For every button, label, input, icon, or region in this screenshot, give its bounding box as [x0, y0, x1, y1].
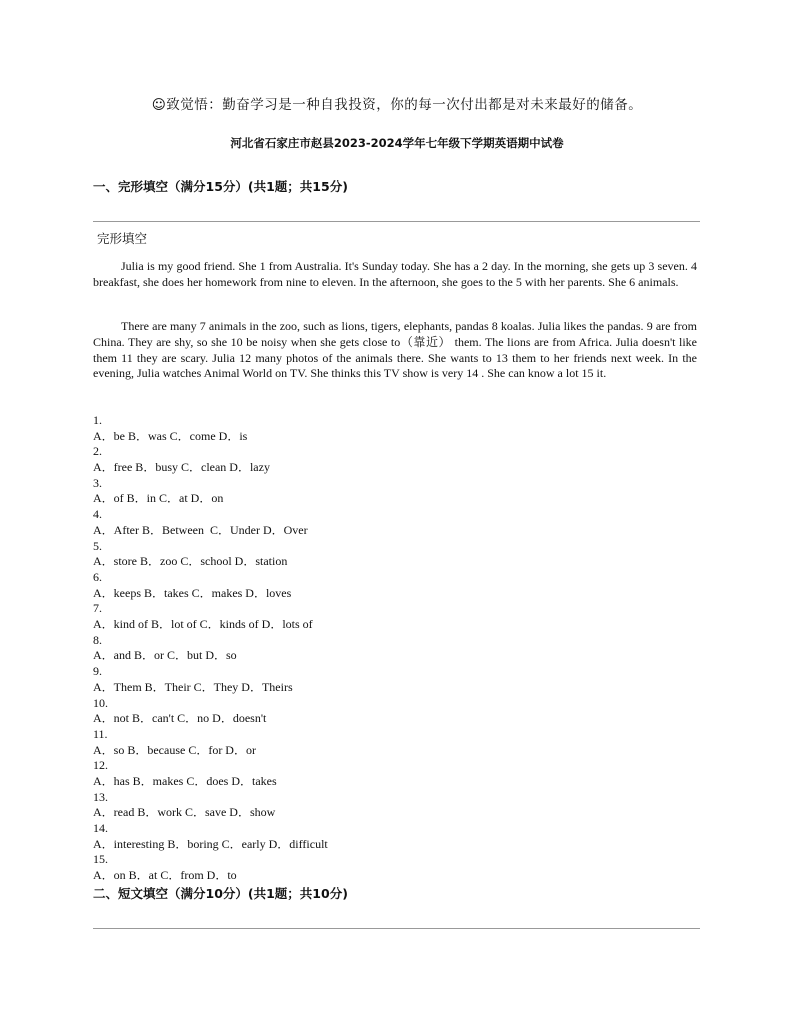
question-item: [93, 633, 693, 664]
question-number: 15.: [93, 852, 108, 867]
question-item: [93, 727, 693, 758]
question-number: 10.: [93, 695, 108, 710]
question-item: [93, 507, 693, 538]
divider-line: [93, 221, 700, 222]
question-item: [93, 821, 693, 852]
question-item: [93, 539, 693, 570]
question-number: 13.: [93, 789, 108, 804]
question-number: 12.: [93, 758, 108, 773]
question-type-label: 完形填空: [97, 231, 148, 246]
question-options: A．store B．zoo C．school D．station: [93, 554, 288, 569]
divider-line: [93, 928, 700, 929]
question-options: A．read B．work C．save D．show: [93, 805, 276, 820]
question-number: 3.: [93, 475, 102, 490]
question-options: A．free B．busy C．clean D．lazy: [93, 460, 270, 475]
question-number: 4.: [93, 507, 102, 522]
passage-paragraph-1: Julia is my good friend. She 1 from Australia. It's Sunday today. She has a 2 day. In the morning, she gets up 3 seven. 4 breakfast, she does her homework from nine to eleven. In the afternoon, she goes to the 5 with her parents. She 6 animals.: [93, 259, 697, 289]
question-options: A．on B．at C．from D．to: [93, 868, 237, 883]
question-options: A．keeps B．takes C．makes D．loves: [93, 585, 292, 600]
question-number: 11.: [93, 726, 108, 741]
question-list: [93, 413, 693, 884]
section-heading-2: 二、短文填空（满分10分）(共1题；共10分): [93, 886, 348, 901]
question-options: A．kind of B．lot of C．kinds of D．lots of: [93, 617, 313, 632]
question-item: [93, 696, 693, 727]
question-item: [93, 852, 693, 883]
question-number: 1.: [93, 413, 102, 427]
question-options: A．Them B．Their C．They D．Theirs: [93, 679, 293, 694]
question-options: A．so B．because C．for D．or: [93, 742, 256, 757]
passage-paragraph-2: There are many 7 animals in the zoo, such as lions, tigers, elephants, pandas 8 koalas. Julia likes the pandas. 9 are from China. They are shy, so she 10 be noisy when she gets close to（靠近） them. The lions are from Africa. Julia doesn't like them 11 they are scary. Julia 12 many photos of the animals there. She wants to 13 them to her friends next week. In the evening, Julia watches Animal World on TV. She thinks this TV show is very 14 . She can know a lot 15 it.: [93, 319, 697, 381]
question-item: [93, 570, 693, 601]
motto-line: ☺致觉悟：勤奋学习是一种自我投资，你的每一次付出都是对未来最好的储备。: [151, 97, 643, 113]
question-item: [93, 758, 693, 789]
question-number: 7.: [93, 601, 102, 616]
question-options: A．interesting B．boring C．early D．difficult: [93, 836, 328, 851]
question-number: 8.: [93, 632, 102, 647]
question-item: [93, 413, 693, 444]
question-item: [93, 664, 693, 695]
question-number: 5.: [93, 538, 102, 553]
exam-title: 河北省石家庄市赵县2023-2024学年七年级下学期英语期中试卷: [230, 136, 564, 150]
question-options: A．has B．makes C．does D．takes: [93, 773, 277, 788]
question-options: A．not B．can't C．no D．doesn't: [93, 711, 267, 726]
question-options: A．of B．in C．at D．on: [93, 491, 224, 506]
question-number: 2.: [93, 444, 102, 459]
section-heading-1: 一、完形填空（满分15分）(共1题；共15分): [93, 179, 348, 194]
question-item: [93, 790, 693, 821]
question-options: A．and B．or C．but D．so: [93, 648, 237, 663]
question-item: [93, 601, 693, 632]
question-number: 14.: [93, 821, 108, 836]
question-item: [93, 444, 693, 475]
question-item: [93, 476, 693, 507]
question-number: 9.: [93, 664, 102, 679]
question-options: A．be B．was C．come D．is: [93, 428, 248, 443]
question-options: A．After B．Between C．Under D．Over: [93, 522, 308, 537]
question-number: 6.: [93, 569, 102, 584]
